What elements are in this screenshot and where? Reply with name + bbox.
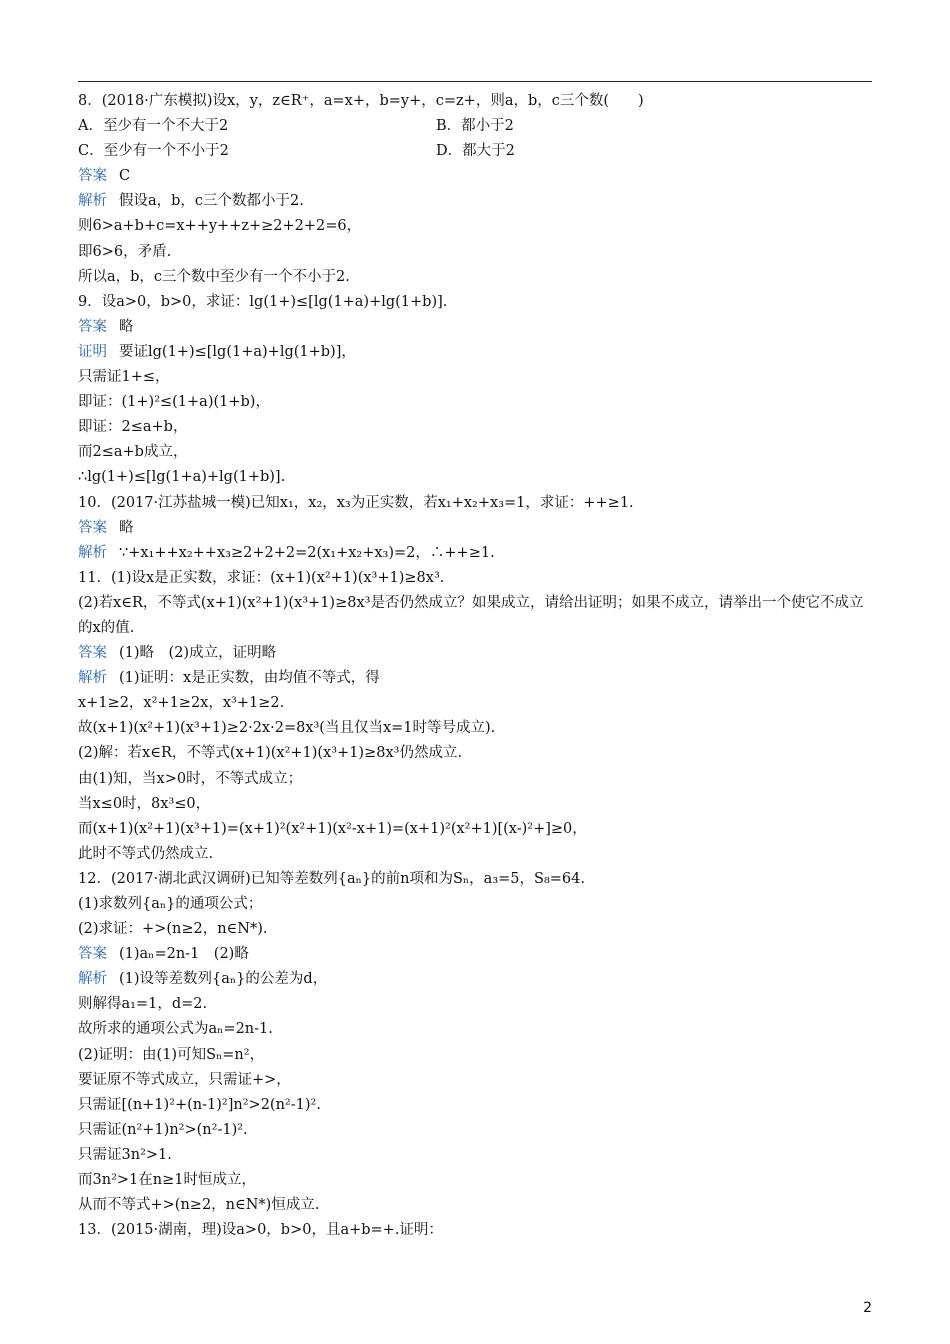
answer-line xyxy=(78,164,874,189)
text-line: (2)解：若x∈R，不等式(x+1)(x²+1)(x³+1)≥8x³仍然成立. xyxy=(78,745,463,762)
text-line: 由(1)知，当x>0时，不等式成立； xyxy=(78,770,303,787)
answer-text: 假设a，b，c三个数都小于2. xyxy=(119,193,304,210)
text-line: 13．(2015·湖南，理)设a>0，b>0，且a+b=+.证明： xyxy=(78,1222,443,1239)
answer-text: 略 xyxy=(119,519,134,536)
text-line: (2)求证：+>(n≥2，n∈N*). xyxy=(78,921,268,938)
answer-text: C xyxy=(119,168,131,185)
answer-line xyxy=(78,541,874,566)
answer-line xyxy=(78,942,874,967)
text-line: 故所求的通项公式为aₙ=2n-1. xyxy=(78,1021,273,1038)
answer-text: (1)略 (2)成立，证明略 xyxy=(119,645,277,662)
choice-options-row xyxy=(78,114,874,139)
text-line: 而3n²>1在n≥1时恒成立， xyxy=(78,1172,256,1189)
answer-line xyxy=(78,315,874,340)
answer-text: (1)aₙ=2n-1 (2)略 xyxy=(119,946,249,963)
text-line: 则解得a₁=1，d=2. xyxy=(78,996,208,1013)
answer-text: 要证lg(1+)≤[lg(1+a)+lg(1+b)]， xyxy=(119,343,356,360)
text-line: (2)证明：由(1)可知Sₙ=n²， xyxy=(78,1046,265,1063)
answer-line xyxy=(78,516,874,541)
text-line: x+1≥2，x²+1≥2x，x³+1≥2. xyxy=(78,695,285,712)
text-line: 只需证1+≤， xyxy=(78,369,170,386)
text-line: 当x≤0时，8x³≤0， xyxy=(78,795,211,812)
answer-line xyxy=(78,666,874,691)
text-line: 此时不等式仍然成立. xyxy=(78,845,214,862)
text-line: 8．(2018·广东模拟)设x，y，z∈R⁺，a=x+，b=y+，c=z+，则a，b，c三个数( ) xyxy=(78,93,644,109)
text-line: 从而不等式+>(n≥2，n∈N*)恒成立. xyxy=(78,1197,320,1214)
answer-line xyxy=(78,340,874,365)
answer-text: 略 xyxy=(119,318,134,335)
answer-label: 答案 xyxy=(78,645,107,662)
document-body xyxy=(78,89,874,1243)
text-line: 10．(2017·江苏盐城一模)已知x₁，x₂，x₃为正实数，若x₁+x₂+x₃=1，求证：++≥1. xyxy=(78,494,634,511)
answer-label: 证明 xyxy=(78,343,107,360)
answer-label: 解析 xyxy=(78,193,107,210)
choice-option: B．都小于2 xyxy=(436,118,514,135)
answer-label: 答案 xyxy=(78,318,107,335)
text-line: (2)若x∈R，不等式(x+1)(x²+1)(x³+1)≥8x³是否仍然成立？如果成立，请给出证明；如果不成立，请举出一个使它不成立的x的值. xyxy=(78,594,864,636)
answer-line xyxy=(78,641,874,666)
choice-option: D．都大于2 xyxy=(436,143,515,160)
text-line: 只需证[(n+1)²+(n-1)²]n²>2(n²-1)². xyxy=(78,1096,321,1113)
text-line: 故(x+1)(x²+1)(x³+1)≥2·2x·2=8x³(当且仅当x=1时等号成立). xyxy=(78,720,496,737)
answer-label: 解析 xyxy=(78,971,107,988)
text-line: ∴lg(1+)≤[lg(1+a)+lg(1+b)]. xyxy=(78,469,286,486)
text-line: 则6>a+b+c=x++y++z+≥2+2+2=6， xyxy=(78,218,362,235)
answer-line xyxy=(78,967,874,992)
choice-options-row xyxy=(78,139,874,164)
answer-text: (1)设等差数列{aₙ}的公差为d， xyxy=(119,971,328,988)
text-line: 所以a，b，c三个数中至少有一个不小于2. xyxy=(78,268,350,285)
answer-label: 答案 xyxy=(78,168,107,185)
header-rule xyxy=(78,81,872,82)
text-line: 要证原不等式成立，只需证+>， xyxy=(78,1071,291,1088)
choice-option: C．至少有一个不小于2 xyxy=(78,143,229,160)
answer-label: 解析 xyxy=(78,670,107,687)
text-line: 即证：2≤a+b， xyxy=(78,419,188,436)
answer-text: ∵+x₁++x₂++x₃≥2+2+2=2(x₁+x₂+x₃)=2，∴++≥1. xyxy=(119,544,495,561)
text-line: 即证：(1+)²≤(1+a)(1+b)， xyxy=(78,394,270,411)
text-line: 只需证3n²>1. xyxy=(78,1146,172,1163)
text-line: 即6>6，矛盾. xyxy=(78,243,172,260)
answer-label: 答案 xyxy=(78,519,107,536)
text-line: 而2≤a+b成立， xyxy=(78,444,188,461)
text-line: 11．(1)设x是正实数，求证：(x+1)(x²+1)(x³+1)≥8x³. xyxy=(78,569,445,586)
page-number: 2 xyxy=(863,1300,872,1316)
answer-label: 答案 xyxy=(78,946,107,963)
answer-line xyxy=(78,189,874,214)
text-line: 而(x+1)(x²+1)(x³+1)=(x+1)²(x²+1)(x²-x+1)=(x+1)²(x²+1)[(x-)²+]≥0， xyxy=(78,820,587,837)
text-line: 9．设a>0，b>0，求证：lg(1+)≤[lg(1+a)+lg(1+b)]. xyxy=(78,293,448,310)
answer-text: (1)证明：x是正实数，由均值不等式，得 xyxy=(119,670,380,687)
text-line: 只需证(n²+1)n²>(n²-1)². xyxy=(78,1121,248,1138)
answer-label: 解析 xyxy=(78,544,107,561)
choice-option: A．至少有一个不大于2 xyxy=(78,118,229,135)
text-line: 12．(2017·湖北武汉调研)已知等差数列{aₙ}的前n项和为Sₙ，a₃=5，S₈=64. xyxy=(78,870,585,887)
text-line: (1)求数列{aₙ}的通项公式； xyxy=(78,896,263,912)
